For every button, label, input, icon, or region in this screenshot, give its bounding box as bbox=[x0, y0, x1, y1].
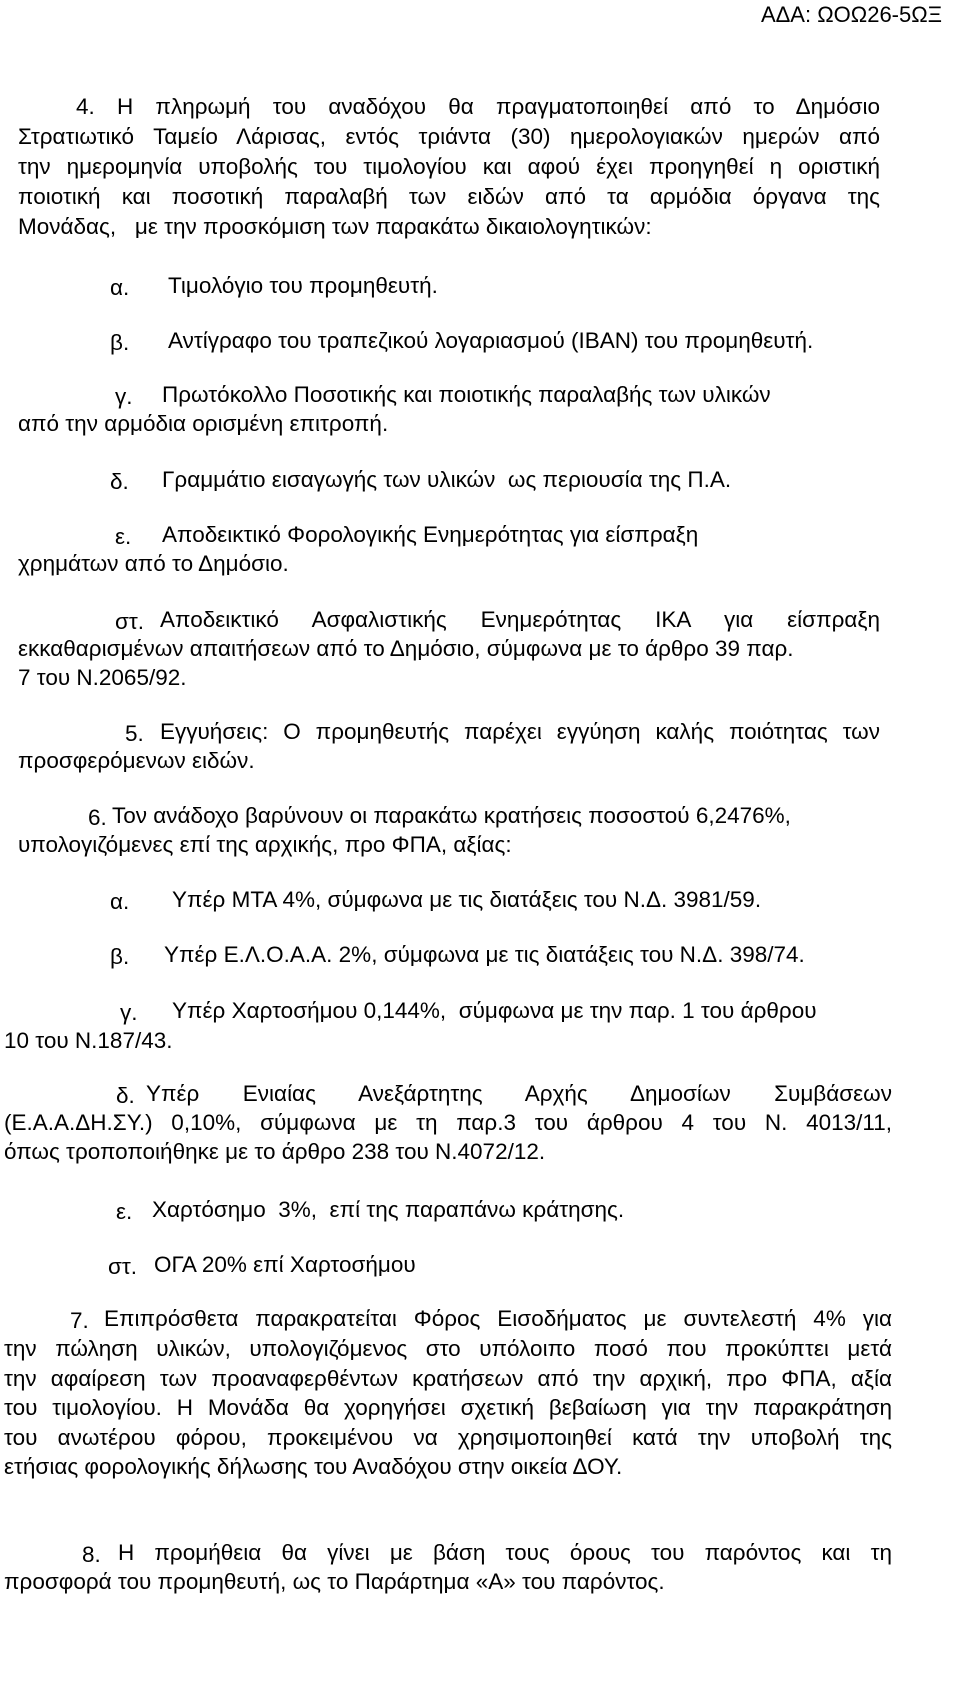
item7-line-2: την πώληση υλικών, υπολογιζόμενος στο υπόλοιπο ποσό που προκύπτει μετά bbox=[4, 1336, 892, 1361]
item8-label: 8. bbox=[82, 1542, 101, 1567]
item4-e-label: ε. bbox=[115, 524, 132, 549]
item4-d-label: δ. bbox=[110, 469, 129, 494]
item6-st-label: στ. bbox=[108, 1254, 138, 1279]
item6-line-1: Τον ανάδοχο βαρύνουν οι παρακάτω κρατήσεις ποσοστού 6,2476%, bbox=[112, 803, 791, 828]
item4-a-label: α. bbox=[110, 275, 130, 300]
item5-label: 5. bbox=[125, 721, 144, 746]
item7-line-5: του ανωτέρου φόρου, προκειμένου να χρησιμοποιηθεί κατά την υποβολή της bbox=[4, 1425, 892, 1450]
item6-st-text: ΟΓΑ 20% επί Χαρτοσήμου bbox=[154, 1252, 416, 1277]
item8-line-2: προσφορά του προμηθευτή, ως το Παράρτημα «Α» του παρόντος. bbox=[4, 1569, 665, 1594]
item6-d-text2: (Ε.Α.Α.ΔΗ.ΣΥ.) 0,10%, σύμφωνα με τη παρ.3 του άρθρου 4 του Ν. 4013/11, bbox=[4, 1110, 892, 1135]
item4-d-text: Γραμμάτιο εισαγωγής των υλικών ως περιουσία της Π.Α. bbox=[162, 467, 732, 492]
item4-c-text: Πρωτόκολλο Ποσοτικής και ποιοτικής παραλαβής των υλικών bbox=[162, 382, 771, 407]
item4-b-label: β. bbox=[110, 330, 130, 355]
item5-line-1: Εγγυήσεις: Ο προμηθευτής παρέχει εγγύηση καλής ποιότητας των bbox=[160, 719, 880, 744]
item6-c-text2: 10 του Ν.187/43. bbox=[4, 1028, 173, 1053]
item8-line-1: Η προμήθεια θα γίνει με βάση τους όρους του παρόντος και τη bbox=[118, 1540, 892, 1565]
item5-line-2: προσφερόμενων ειδών. bbox=[18, 748, 255, 773]
item4-c-label: γ. bbox=[115, 384, 133, 409]
item6-e-text: Χαρτόσημο 3%, επί της παραπάνω κράτησης. bbox=[152, 1197, 625, 1222]
item6-b-text: Υπέρ Ε.Λ.Ο.Α.Α. 2%, σύμφωνα με τις διατάξεις του Ν.Δ. 398/74. bbox=[164, 942, 805, 967]
item6-e-label: ε. bbox=[116, 1199, 133, 1224]
item4-line-5: Μονάδας, με την προσκόμιση των παρακάτω δικαιολογητικών: bbox=[18, 214, 652, 239]
item4-a-text: Τιμολόγιο του προμηθευτή. bbox=[168, 273, 438, 298]
item6-label: 6. bbox=[88, 805, 107, 830]
item6-d-label: δ. bbox=[116, 1083, 135, 1108]
item4-st-text: Αποδεικτικό Ασφαλιστικής Ενημερότητας ΙΚΑ για είσπραξη bbox=[160, 607, 880, 632]
item7-label: 7. bbox=[70, 1308, 89, 1333]
item4-b-text: Αντίγραφο του τραπεζικού λογαριασμού (ΙΒΑΝ) του προμηθευτή. bbox=[168, 328, 814, 353]
item7-line-3: την αφαίρεση των προαναφερθέντων κρατήσεων από την αρχική, προ ΦΠΑ, αξία bbox=[4, 1366, 892, 1391]
item4-c-text2: από την αρμόδια ορισμένη επιτροπή. bbox=[18, 411, 389, 436]
item7-line-4: του τιμολογίου. Η Μονάδα θα χορηγήσει σχετική βεβαίωση για την παρακράτηση bbox=[4, 1395, 892, 1420]
item6-c-text: Υπέρ Χαρτοσήμου 0,144%, σύμφωνα με την παρ. 1 του άρθρου bbox=[172, 998, 817, 1023]
item7-line-1: Επιπρόσθετα παρακρατείται Φόρος Εισοδήματος με συντελεστή 4% για bbox=[104, 1306, 892, 1331]
item7-line-6: ετήσιας φορολογικής δήλωσης του Αναδόχου στην οικεία ΔΟΥ. bbox=[4, 1454, 623, 1479]
item4-st-label: στ. bbox=[115, 609, 145, 634]
item4-st-text3: 7 του Ν.2065/92. bbox=[18, 665, 187, 690]
item6-a-text: Υπέρ ΜΤΑ 4%, σύμφωνα με τις διατάξεις του Ν.Δ. 3981/59. bbox=[172, 887, 762, 912]
item4-st-text2: εκκαθαρισμένων απαιτήσεων από το Δημόσιο, σύμφωνα με το άρθρο 39 παρ. bbox=[18, 636, 794, 661]
item6-c-label: γ. bbox=[120, 1000, 138, 1025]
item4-e-text: Αποδεικτικό Φορολογικής Ενημερότητας για είσπραξη bbox=[162, 522, 699, 547]
item6-d-text: Υπέρ Ενιαίας Ανεξάρτητης Αρχής Δημοσίων Συμβάσεων bbox=[146, 1081, 892, 1106]
item4-line-1: 4. Η πληρωμή του αναδόχου θα πραγματοποιηθεί από το Δημόσιο bbox=[76, 94, 880, 119]
ada-header: ΑΔΑ: ΩΟΩ26-5ΩΞ bbox=[760, 2, 942, 27]
item4-e-text2: χρημάτων από το Δημόσιο. bbox=[18, 551, 289, 576]
item4-line-4: ποιοτική και ποσοτική παραλαβή των ειδών από τα αρμόδια όργανα της bbox=[18, 184, 880, 209]
item4-line-3: την ημερομηνία υποβολής του τιμολογίου και αφού έχει προηγηθεί η οριστική bbox=[18, 154, 880, 179]
item6-d-text3: όπως τροποποιήθηκε με το άρθρο 238 του Ν.4072/12. bbox=[4, 1139, 546, 1164]
item6-line-2: υπολογιζόμενες επί της αρχικής, προ ΦΠΑ, αξίας: bbox=[18, 832, 512, 857]
item4-line-2: Στρατιωτικό Ταμείο Λάρισας, εντός τριάντα (30) ημερολογιακών ημερών από bbox=[18, 124, 880, 149]
item6-b-label: β. bbox=[110, 944, 130, 969]
item6-a-label: α. bbox=[110, 889, 130, 914]
